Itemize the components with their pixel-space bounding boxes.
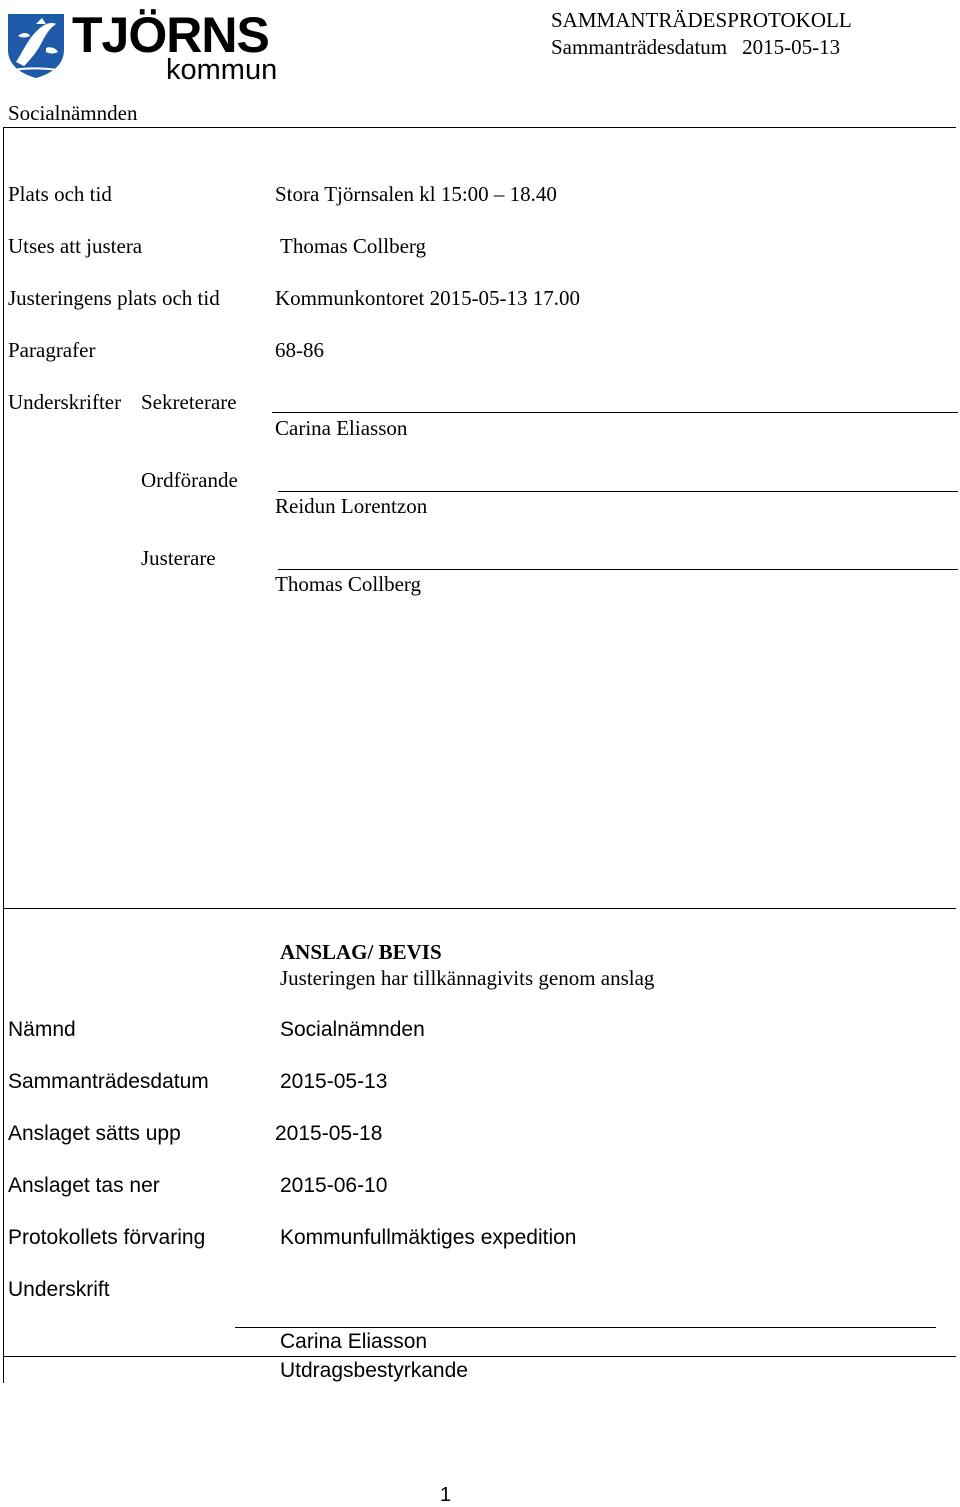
secretary-name: Carina Eliasson [275, 416, 408, 440]
paragraphs-value: 68-86 [275, 338, 324, 362]
notice-top-rule [3, 908, 956, 909]
place-time-label: Plats och tid [8, 182, 112, 206]
notice-removed-label: Anslaget tas ner [8, 1174, 160, 1197]
page-number: 1 [440, 1484, 452, 1506]
header-rule [3, 127, 956, 128]
notice-signature-line [235, 1327, 936, 1328]
notice-storage-value: Kommunfullmäktiges expedition [280, 1226, 577, 1249]
notice-meeting-date-label: Sammanträdesdatum [8, 1070, 209, 1093]
notice-subtitle: Justeringen har tillkännagivits genom anslag [280, 966, 655, 990]
adjuster-value: Thomas Collberg [280, 234, 427, 258]
notice-removed-value: 2015-06-10 [280, 1174, 388, 1197]
adjuster-signature-line [278, 569, 958, 570]
chair-role: Ordförande [141, 468, 238, 492]
adjust-place-time-value: Kommunkontoret 2015-05-13 17.00 [275, 286, 581, 310]
logo-wordmark: TJÖRNS [72, 7, 269, 63]
certification-label: Utdragsbestyrkande [280, 1359, 468, 1382]
place-time-value: Stora Tjörnsalen kl 15:00 – 18.40 [275, 182, 557, 206]
adjuster-label: Utses att justera [8, 234, 143, 258]
logo-subtitle: kommun [166, 54, 278, 86]
adjuster-role: Justerare [141, 546, 216, 570]
header-meeting-date-label: Sammanträdesdatum [551, 35, 728, 59]
committee-name: Socialnämnden [8, 101, 138, 125]
municipal-crest-icon [6, 10, 66, 80]
notice-posted-label: Anslaget sätts upp [8, 1122, 181, 1145]
secretary-role: Sekreterare [141, 390, 237, 414]
notice-bottom-rule [3, 1356, 956, 1357]
notice-meeting-date-value: 2015-05-13 [280, 1070, 388, 1093]
notice-signature-label: Underskrift [8, 1278, 110, 1301]
signatures-label: Underskrifter [8, 390, 122, 414]
document-type: SAMMANTRÄDESPROTOKOLL [551, 8, 852, 32]
left-border [3, 127, 4, 1383]
adjuster-signature-name: Thomas Collberg [275, 572, 422, 596]
notice-posted-value: 2015-05-18 [275, 1122, 383, 1145]
notice-committee-label: Nämnd [8, 1018, 76, 1041]
chair-signature-line [278, 491, 958, 492]
header-meeting-date-value: 2015-05-13 [742, 35, 841, 59]
adjust-place-time-label: Justeringens plats och tid [8, 286, 220, 310]
municipality-logo [6, 7, 278, 86]
notice-committee-value: Socialnämnden [280, 1018, 425, 1041]
notice-title: ANSLAG/ BEVIS [280, 940, 442, 964]
paragraphs-label: Paragrafer [8, 338, 96, 362]
notice-signature-name: Carina Eliasson [280, 1330, 428, 1353]
header-meeting-date [551, 35, 840, 60]
secretary-signature-line [272, 412, 958, 413]
chair-name: Reidun Lorentzon [275, 494, 428, 518]
notice-storage-label: Protokollets förvaring [8, 1226, 206, 1249]
